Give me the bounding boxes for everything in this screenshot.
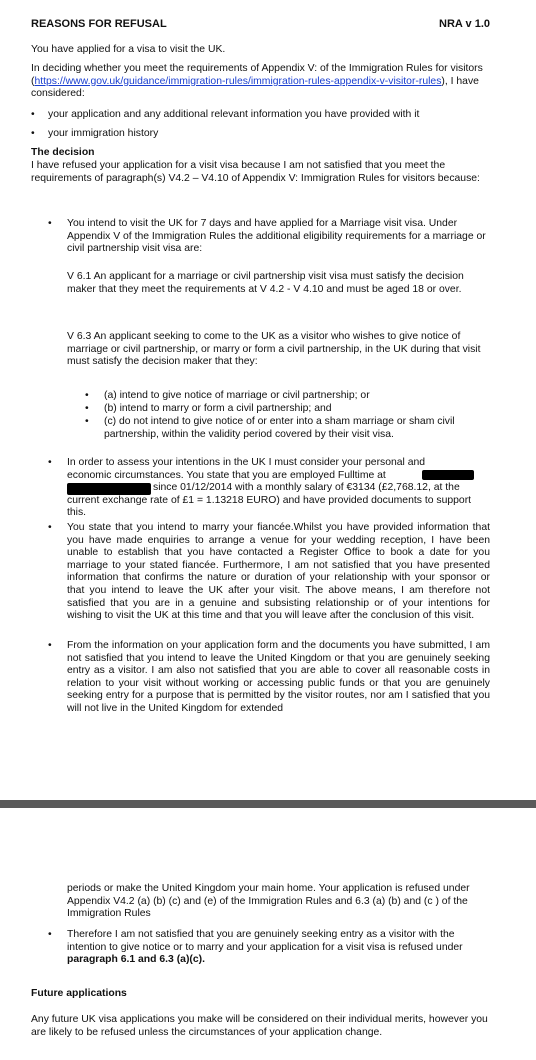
decision-text: I have refused your application for a visit visa because I am not satisfied that you meet the requirements of paragraph(s) V4.2 – V4.10 of Appendix V: Immigration Rules for visitors because: <box>31 160 480 184</box>
bullet-icon: • <box>31 109 35 120</box>
version-label: NRA v 1.0 <box>439 18 490 30</box>
bullet-icon: • <box>48 640 52 651</box>
point-2-line-3: since 01/12/2014 with a monthly salary of €3134 (£2,768.12, at the <box>153 482 460 494</box>
bullet-icon: • <box>85 403 89 414</box>
redaction-bar <box>67 483 151 495</box>
bullet-icon: • <box>85 390 89 401</box>
redaction-bar <box>422 470 474 480</box>
bullet-icon: • <box>48 457 52 468</box>
letter-page-1: REASONS FOR REFUSAL NRA v 1.0 You have applied for a visa to visit the UK. In deciding whether you meet the requirements of Appendix V: of the Immigration Rules for visitors (https://www.gov.uk/guidance/immigration-rules/immigration-rules-appendix-v-visitor-rules), I have considered: • your application and any additional relevant information you have provided with it • your immigration history The decision I have refused your application for a visit visa because I am not satisfied that you meet the requirements of paragraph(s) V4.2 – V4.10 of Appendix V: Immigration Rules for visitors because: • You intend to visit the UK for 7 days and have applied for a Marriage visit visa. Under Appendix V of the Immigration Rules the additional eligibility requirements for a marriage or civil partnership visit visa are: V 6.1 An applicant for a marriage or civil partnership visit visa must satisfy the decision maker that they meet the requirements at V 4.2 - V 4.10 and must be aged 18 or over. V 6.3 An applicant seeking to come to the UK as a visitor who wishes to give notice of marriage or civil partnership, or marry or form a civil partnership, in the UK during that visit must satisfy the decision maker that they: • (a) intend to give notice of marriage or civil partnership; or • (b) intend to marry or form a civil partnership; and • (c) do not intend to give notice of or enter into a sham marriage or sham civil partnership, within the validity period covered by their visit visa. • In order to assess your intentions in the UK I must consider your personal and economic circumstances. You state that you are employed Fulltime at since 01/12/2014 with a monthly salary of €3134 (£2,768.12, at the current exchange rate of £1 = 1.13218 EURO) and have provided documents to support this. • You state that you intend to marry your fiancée.Whilst you have provided information that you have made enquiries to arrange a venue for your wedding reception, I have been unable to establish that you have contacted a Register Office to book a date for you marriage to your stated fiancée. Furthermore, I am not satisfied that you have presented information that confirms the nature or duration of your relationship with your sponsor or that you intend to leave the UK after your visit. The above means, I am therefore not satisfied that you are in a genuine and subsisting relationship or of your intentions for wishing to visit the UK at this time and that you will leave after the conclusion of this visit. • From the information on your application form and the documents you have submitted, I am not satisfied that you intend to leave the United Kingdom or that you are genuinely seeking entry as a visitor. I am also not satisfied that you are able to cover all reasonable costs in relation to your visit without working or accessing public funds or that you are genuinely seeking entry for a purpose that is permitted by the visitor routes, nor am I satisfied that you will not live in the United Kingdom for extended <box>0 0 536 800</box>
reason-point-2 <box>48 457 490 519</box>
page-break-divider <box>0 800 536 808</box>
point-4-continuation: periods or make the United Kingdom your main home. Your application is refused under Appendix V4.2 (a) (b) (c) and (e) of the Immigration Rules and 6.3 (a) (b) and (c ) of the Immigration Rules <box>67 883 470 920</box>
rule-v6-1: V 6.1 An applicant for a marriage or civil partnership visit visa must satisfy the decision maker that they meet the requirements at V 4.2 - V 4.10 and must be aged 18 or over. <box>67 271 464 295</box>
point-2-rest: current exchange rate of £1 = 1.13218 EURO) and have provided documents to support this. <box>67 494 472 519</box>
letter-header <box>31 18 490 32</box>
therefore-paragraph-ref: paragraph 6.1 and 6.3 (a)(c). <box>67 954 206 966</box>
bullet-icon: • <box>48 218 52 229</box>
letter-page-2 <box>0 808 536 1060</box>
bullet-icon: • <box>48 929 52 940</box>
decision-heading: The decision <box>31 147 95 158</box>
considered-paragraph: In deciding whether you meet the requirements of Appendix V: of the Immigration Rules for visitors (https://www.gov.uk/guidance/immigration-rules/immigration-rules-appendix-v-visitor-rules), I have considered: <box>31 63 483 100</box>
letter-title: REASONS FOR REFUSAL <box>31 18 167 30</box>
therefore-text: Therefore I am not satisfied that you are genuinely seeking entry as a visitor with the intention to give notice or to marry and your application for a visit visa is refused under <box>67 929 463 953</box>
bullet-icon: • <box>85 416 89 427</box>
immigration-rules-link[interactable]: https://www.gov.uk/guidance/immigration-rules/immigration-rules-appendix-v-visitor-rules <box>34 75 442 87</box>
future-applications-heading: Future applications <box>31 988 127 999</box>
point-2-line-2: economic circumstances. You state that you are employed Fulltime at <box>67 470 490 483</box>
bullet-icon: • <box>48 522 52 533</box>
applied-statement: You have applied for a visa to visit the UK. <box>31 44 226 55</box>
rule-v6-3: V 6.3 An applicant seeking to come to the UK as a visitor who wishes to give notice of marriage or civil partnership, or marry or form a civil partnership, in the UK during that visit must satisfy the decision maker that they: <box>67 331 481 368</box>
bullet-icon: • <box>31 128 35 139</box>
point-1-intro: You intend to visit the UK for 7 days and have applied for a Marriage visit visa. Under Appendix V of the Immigration Rules the additional eligibility requirements for a marriage or civil partnership visit visa are: <box>67 218 486 255</box>
future-applications-text: Any future UK visa applications you make will be considered on their individual merits, however you are likely to be refused unless the circumstances of your application change. <box>31 1014 488 1038</box>
point-2-line-1: In order to assess your intentions in the UK I must consider your personal and <box>67 457 426 468</box>
